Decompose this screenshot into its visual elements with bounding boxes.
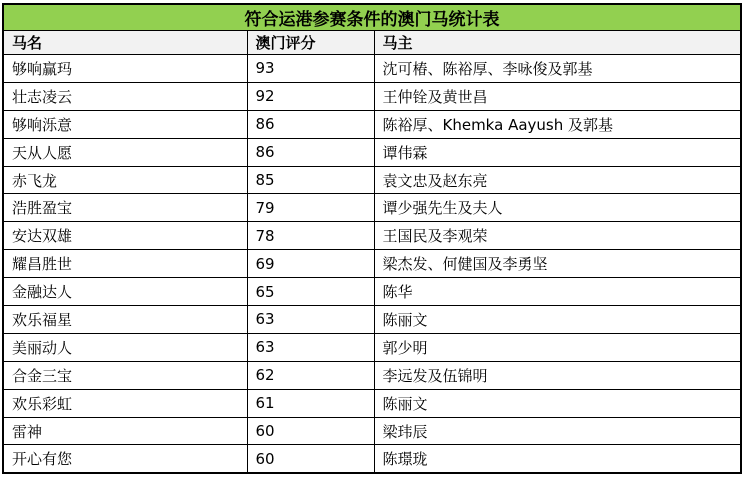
column-header-horse-name: 马名 xyxy=(3,31,247,55)
horse-name-cell: 欢乐彩虹 xyxy=(3,389,247,417)
macau-rating-cell: 61 xyxy=(247,389,374,417)
table-row xyxy=(3,361,741,389)
owner-cell: 王国民及李观荣 xyxy=(374,222,741,250)
horse-name-cell: 合金三宝 xyxy=(3,361,247,389)
horse-name-cell: 美丽动人 xyxy=(3,333,247,361)
horse-name-cell: 天从人愿 xyxy=(3,138,247,166)
table-body xyxy=(3,55,741,474)
table-row xyxy=(3,82,741,110)
macau-rating-cell: 69 xyxy=(247,250,374,278)
horse-name-cell: 欢乐福星 xyxy=(3,306,247,334)
table-row xyxy=(3,445,741,473)
macau-rating-cell: 86 xyxy=(247,110,374,138)
owner-cell: 李远发及伍锦明 xyxy=(374,361,741,389)
owner-cell: 梁杰发、何健国及李勇坚 xyxy=(374,250,741,278)
owner-cell: 郭少明 xyxy=(374,333,741,361)
table-row xyxy=(3,250,741,278)
owner-cell: 陈裕厚、Khemka Aayush 及郭基 xyxy=(374,110,741,138)
table-row xyxy=(3,138,741,166)
table-row xyxy=(3,333,741,361)
owner-cell: 陈丽文 xyxy=(374,306,741,334)
horse-name-cell: 开心有您 xyxy=(3,445,247,473)
macau-horse-table-container xyxy=(2,3,741,474)
owner-cell: 陈丽文 xyxy=(374,389,741,417)
macau-rating-cell: 79 xyxy=(247,194,374,222)
macau-rating-cell: 65 xyxy=(247,278,374,306)
owner-cell: 陈璟珑 xyxy=(374,445,741,473)
owner-cell: 梁玮辰 xyxy=(374,417,741,445)
macau-rating-cell: 62 xyxy=(247,361,374,389)
macau-rating-cell: 86 xyxy=(247,138,374,166)
horse-name-cell: 浩胜盈宝 xyxy=(3,194,247,222)
macau-rating-cell: 85 xyxy=(247,166,374,194)
table-row xyxy=(3,110,741,138)
horse-name-cell: 安达双雄 xyxy=(3,222,247,250)
macau-rating-cell: 60 xyxy=(247,417,374,445)
owner-cell: 王仲铨及黄世昌 xyxy=(374,82,741,110)
table-row xyxy=(3,166,741,194)
header-row xyxy=(3,31,741,55)
horse-name-cell: 够响赢玛 xyxy=(3,55,247,83)
macau-rating-cell: 93 xyxy=(247,55,374,83)
table-row xyxy=(3,417,741,445)
owner-cell: 陈华 xyxy=(374,278,741,306)
horse-name-cell: 雷神 xyxy=(3,417,247,445)
table-row xyxy=(3,278,741,306)
macau-rating-cell: 78 xyxy=(247,222,374,250)
horse-name-cell: 壮志凌云 xyxy=(3,82,247,110)
table-row xyxy=(3,306,741,334)
macau-horse-table xyxy=(2,3,742,474)
title-row xyxy=(3,4,741,31)
macau-rating-cell: 92 xyxy=(247,82,374,110)
horse-name-cell: 够响泺意 xyxy=(3,110,247,138)
owner-cell: 沈可椿、陈裕厚、李咏俊及郭基 xyxy=(374,55,741,83)
macau-rating-cell: 60 xyxy=(247,445,374,473)
macau-rating-cell: 63 xyxy=(247,306,374,334)
horse-name-cell: 金融达人 xyxy=(3,278,247,306)
owner-cell: 袁文忠及赵东亮 xyxy=(374,166,741,194)
column-header-macau-rating: 澳门评分 xyxy=(247,31,374,55)
table-title: 符合运港参赛条件的澳门马统计表 xyxy=(3,4,741,31)
owner-cell: 谭少强先生及夫人 xyxy=(374,194,741,222)
horse-name-cell: 耀昌胜世 xyxy=(3,250,247,278)
macau-rating-cell: 63 xyxy=(247,333,374,361)
column-header-owner: 马主 xyxy=(374,31,741,55)
owner-cell: 谭伟霖 xyxy=(374,138,741,166)
table-row xyxy=(3,222,741,250)
table-row xyxy=(3,55,741,83)
table-row xyxy=(3,194,741,222)
table-row xyxy=(3,389,741,417)
horse-name-cell: 赤飞龙 xyxy=(3,166,247,194)
